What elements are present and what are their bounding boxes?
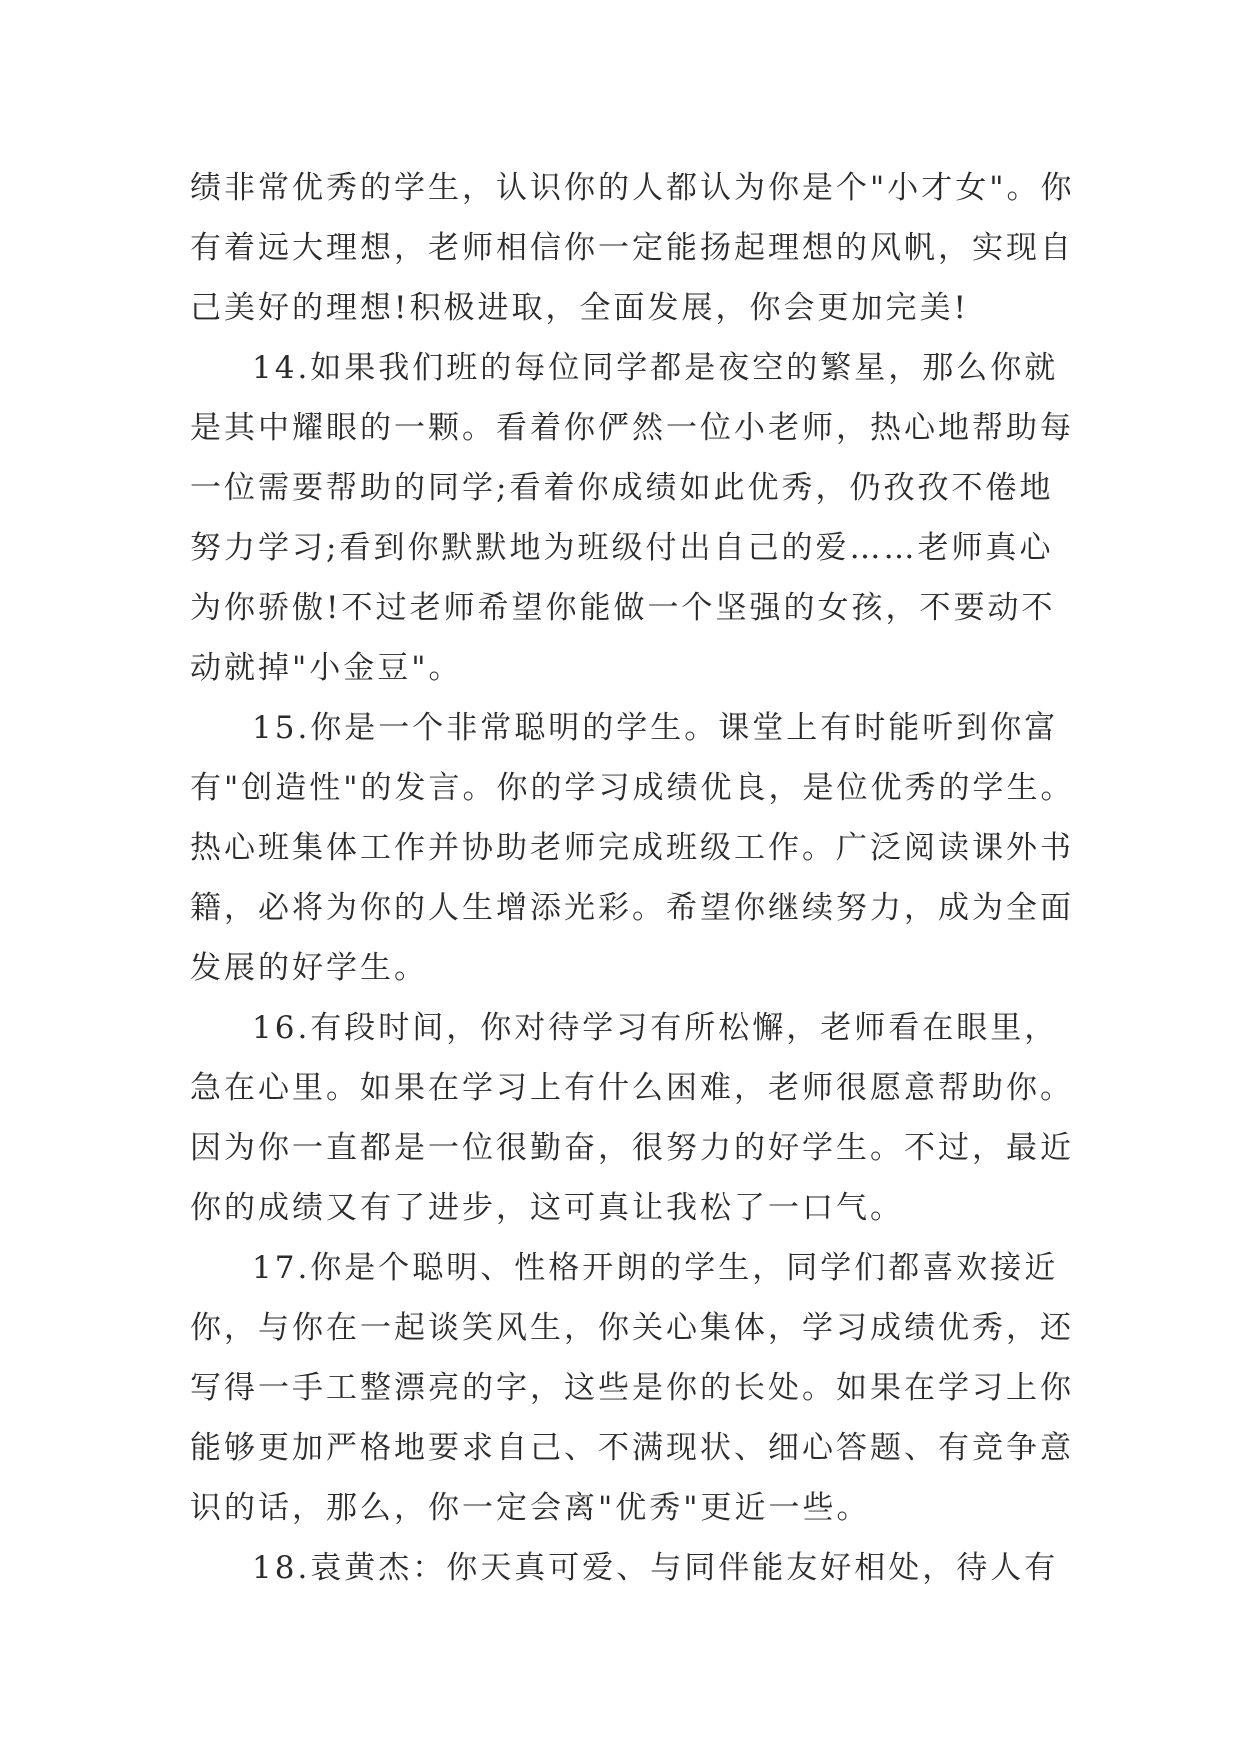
- text-line: 籍，必将为你的人生增添光彩。希望你继续努力，成为全面: [190, 890, 1074, 926]
- paragraph-15-start: 15.你是一个非常聪明的学生。课堂上有时能听到你富: [252, 710, 1059, 746]
- text-line: 努力学习;看到你默默地为班级付出自己的爱……老师真心: [190, 530, 1054, 566]
- paragraph-14-start: 14.如果我们班的每位同学都是夜空的繁星，那么你就: [252, 350, 1059, 386]
- text-line: 写得一手工整漂亮的字，这些是你的长处。如果在学习上你: [190, 1370, 1074, 1406]
- text-line: 是其中耀眼的一颗。看着你俨然一位小老师，热心地帮助每: [190, 410, 1074, 446]
- text-line: 己美好的理想!积极进取，全面发展，你会更加完美!: [190, 290, 969, 326]
- text-line: 有"创造性"的发言。你的学习成绩优良，是位优秀的学生。: [190, 770, 1075, 806]
- text-line: 你的成绩又有了进步，这可真让我松了一口气。: [190, 1190, 904, 1226]
- text-line: 为你骄傲!不过老师希望你能做一个坚强的女孩，不要动不: [190, 590, 1056, 626]
- paragraph-17-start: 17.你是个聪明、性格开朗的学生，同学们都喜欢接近: [252, 1250, 1059, 1286]
- text-line: 热心班集体工作并协助老师完成班级工作。广泛阅读课外书: [190, 830, 1074, 866]
- text-line: 能够更加严格地要求自己、不满现状、细心答题、有竞争意: [190, 1430, 1074, 1466]
- text-line: 因为你一直都是一位很勤奋，很努力的好学生。不过，最近: [190, 1130, 1074, 1166]
- text-line: 绩非常优秀的学生，认识你的人都认为你是个"小才女"。你: [190, 170, 1075, 206]
- text-line: 有着远大理想，老师相信你一定能扬起理想的风帆，实现自: [190, 230, 1074, 266]
- paragraph-16-start: 16.有段时间，你对待学习有所松懈，老师看在眼里，: [252, 1010, 1059, 1046]
- text-line: 你，与你在一起谈笑风生，你关心集体，学习成绩优秀，还: [190, 1310, 1074, 1346]
- text-line: 识的话，那么，你一定会离"优秀"更近一些。: [190, 1490, 871, 1526]
- paragraph-18-start: 18.袁黄杰：你天真可爱、与同伴能友好相处，待人有: [252, 1550, 1059, 1586]
- text-line: 急在心里。如果在学习上有什么困难，老师很愿意帮助你。: [190, 1070, 1074, 1106]
- text-line: 一位需要帮助的同学;看着你成绩如此优秀，仍孜孜不倦地: [190, 470, 1054, 506]
- text-line: 动就掉"小金豆"。: [190, 650, 463, 686]
- text-line: 发展的好学生。: [190, 950, 428, 986]
